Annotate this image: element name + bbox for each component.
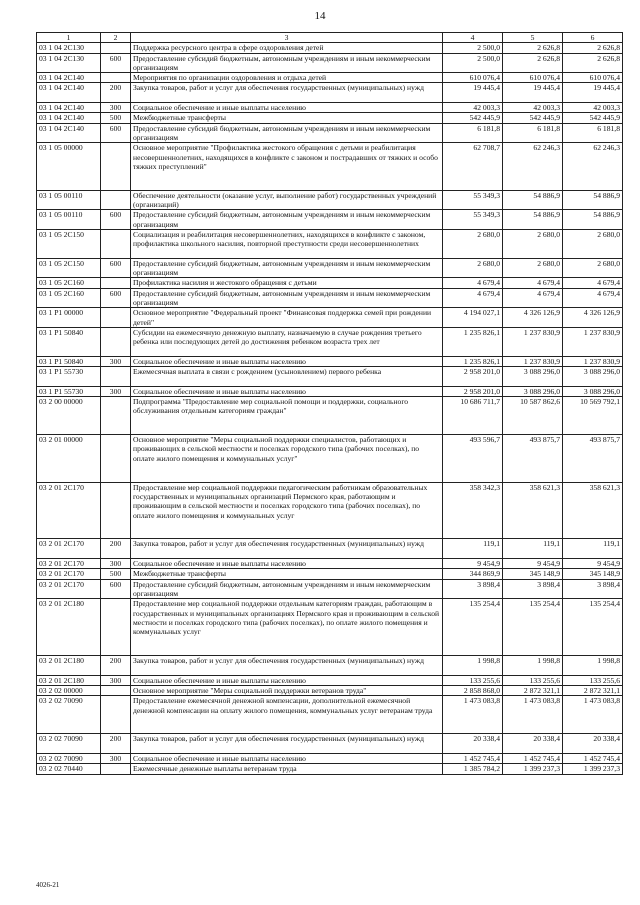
row-value-col5: 42 003,3 — [503, 103, 563, 113]
row-value-col5: 20 338,4 — [503, 734, 563, 754]
row-name: Межбюджетные трансферты — [131, 113, 443, 123]
row-code: 03 2 02 70440 — [37, 764, 101, 774]
row-value-col5: 3 088 296,0 — [503, 386, 563, 396]
row-expense-type: 300 — [101, 559, 131, 569]
row-value-col4: 1 385 784,2 — [443, 764, 503, 774]
table-header-row — [37, 33, 623, 43]
row-code: 03 2 02 70090 — [37, 754, 101, 764]
row-name: Закупка товаров, работ и услуг для обеспечения государственных (муниципальных) нужд — [131, 83, 443, 103]
row-value-col4: 62 708,7 — [443, 143, 503, 191]
table-row — [37, 288, 623, 308]
row-value-col6: 62 246,3 — [563, 143, 623, 191]
table-row — [37, 435, 623, 483]
row-value-col6: 135 254,4 — [563, 599, 623, 656]
row-expense-type: 600 — [101, 258, 131, 278]
row-value-col4: 55 349,3 — [443, 210, 503, 230]
row-expense-type — [101, 764, 131, 774]
row-name: Ежемесячная выплата в связи с рождением (усыновлением) первого ребенка — [131, 367, 443, 387]
row-code: 03 1 04 2С130 — [37, 53, 101, 73]
row-name: Предоставление субсидий бюджетным, автономным учреждениям и иным некоммерческим организациям — [131, 123, 443, 143]
row-value-col4: 4 679,4 — [443, 278, 503, 288]
row-code: 03 2 01 2С180 — [37, 599, 101, 656]
row-expense-type: 200 — [101, 656, 131, 676]
row-value-col4: 610 076,4 — [443, 73, 503, 83]
row-value-col6: 1 998,8 — [563, 656, 623, 676]
table-row — [37, 190, 623, 210]
row-code: 03 1 05 2С160 — [37, 278, 101, 288]
page-number: 14 — [314, 10, 326, 22]
table-row — [37, 696, 623, 734]
row-expense-type — [101, 367, 131, 387]
row-code: 03 2 01 2С170 — [37, 559, 101, 569]
row-value-col6: 1 237 830,9 — [563, 356, 623, 366]
column-header: 1 — [37, 33, 101, 43]
row-expense-type: 600 — [101, 123, 131, 143]
row-value-col4: 4 194 027,1 — [443, 308, 503, 328]
row-value-col6: 2 626,8 — [563, 53, 623, 73]
row-value-col5: 133 255,6 — [503, 675, 563, 685]
row-expense-type: 600 — [101, 53, 131, 73]
table-row — [37, 73, 623, 83]
row-value-col5: 358 621,3 — [503, 482, 563, 539]
table-row — [37, 675, 623, 685]
row-code: 03 1 05 00000 — [37, 143, 101, 191]
row-value-col6: 3 088 296,0 — [563, 367, 623, 387]
row-name: Социальное обеспечение и иные выплаты населению — [131, 559, 443, 569]
row-name: Основное мероприятие "Федеральный проект "Финансовая поддержка семей при рождении детей" — [131, 308, 443, 328]
row-value-col5: 345 148,9 — [503, 569, 563, 579]
row-value-col4: 3 898,4 — [443, 579, 503, 599]
row-name: Предоставление субсидий бюджетным, автономным учреждениям и иным некоммерческим организациям — [131, 258, 443, 278]
row-code: 03 1 Р1 50840 — [37, 356, 101, 366]
row-value-col5: 54 886,9 — [503, 190, 563, 210]
row-name: Поддержка ресурсного центра в сфере оздоровления детей — [131, 43, 443, 53]
column-header: 3 — [131, 33, 443, 43]
table-row — [37, 83, 623, 103]
column-header: 6 — [563, 33, 623, 43]
row-value-col5: 2 680,0 — [503, 258, 563, 278]
row-name: Социальное обеспечение и иные выплаты населению — [131, 675, 443, 685]
row-code: 03 1 05 00110 — [37, 190, 101, 210]
row-name: Мероприятия по организации оздоровления и отдыха детей — [131, 73, 443, 83]
table-row — [37, 123, 623, 143]
column-header: 4 — [443, 33, 503, 43]
row-code: 03 2 01 2С170 — [37, 569, 101, 579]
row-value-col4: 1 235 826,1 — [443, 327, 503, 356]
row-value-col4: 119,1 — [443, 539, 503, 559]
row-name: Закупка товаров, работ и услуг для обеспечения государственных (муниципальных) нужд — [131, 656, 443, 676]
column-header: 5 — [503, 33, 563, 43]
row-value-col6: 133 255,6 — [563, 675, 623, 685]
row-code: 03 1 Р1 55730 — [37, 367, 101, 387]
table-row — [37, 103, 623, 113]
row-name: Профилактика насилия и жестокого обращения с детьми — [131, 278, 443, 288]
row-value-col5: 1 473 083,8 — [503, 696, 563, 734]
row-value-col6: 1 237 830,9 — [563, 327, 623, 356]
row-value-col5: 4 679,4 — [503, 288, 563, 308]
row-value-col6: 54 886,9 — [563, 210, 623, 230]
row-value-col5: 493 875,7 — [503, 435, 563, 483]
footer-code: 4026-21 — [36, 881, 60, 889]
row-expense-type — [101, 229, 131, 258]
row-expense-type — [101, 599, 131, 656]
row-code: 03 1 05 2С150 — [37, 258, 101, 278]
row-value-col4: 2 680,0 — [443, 229, 503, 258]
table-row — [37, 559, 623, 569]
table-row — [37, 308, 623, 328]
table-row — [37, 386, 623, 396]
row-value-col4: 1 452 745,4 — [443, 754, 503, 764]
row-value-col6: 9 454,9 — [563, 559, 623, 569]
row-value-col5: 4 679,4 — [503, 278, 563, 288]
row-value-col5: 542 445,9 — [503, 113, 563, 123]
row-value-col5: 135 254,4 — [503, 599, 563, 656]
table-row — [37, 356, 623, 366]
row-value-col5: 3 898,4 — [503, 579, 563, 599]
row-expense-type: 200 — [101, 539, 131, 559]
row-value-col4: 4 679,4 — [443, 288, 503, 308]
row-value-col4: 2 500,0 — [443, 43, 503, 53]
row-code: 03 1 05 2С160 — [37, 288, 101, 308]
row-value-col5: 6 181,8 — [503, 123, 563, 143]
row-expense-type — [101, 327, 131, 356]
row-value-col6: 19 445,4 — [563, 83, 623, 103]
row-value-col5: 1 998,8 — [503, 656, 563, 676]
row-name: Субсидии на ежемесячную денежную выплату, назначаемую в случае рождения третьего ребенка или последующих детей до достижения ребенком возраста трех лет — [131, 327, 443, 356]
row-expense-type: 200 — [101, 83, 131, 103]
row-code: 03 1 Р1 00000 — [37, 308, 101, 328]
row-expense-type: 500 — [101, 569, 131, 579]
row-value-col5: 1 237 830,9 — [503, 356, 563, 366]
row-code: 03 2 00 00000 — [37, 397, 101, 435]
row-value-col6: 3 088 296,0 — [563, 386, 623, 396]
row-expense-type: 300 — [101, 103, 131, 113]
row-expense-type: 300 — [101, 675, 131, 685]
row-code: 03 2 01 00000 — [37, 435, 101, 483]
row-value-col5: 19 445,4 — [503, 83, 563, 103]
row-value-col5: 10 587 862,6 — [503, 397, 563, 435]
row-value-col5: 610 076,4 — [503, 73, 563, 83]
row-expense-type — [101, 43, 131, 53]
row-value-col4: 2 958 201,0 — [443, 367, 503, 387]
row-value-col5: 1 237 830,9 — [503, 327, 563, 356]
row-value-col6: 2 680,0 — [563, 229, 623, 258]
row-value-col6: 542 445,9 — [563, 113, 623, 123]
row-value-col4: 55 349,3 — [443, 190, 503, 210]
row-value-col5: 4 326 126,9 — [503, 308, 563, 328]
row-value-col6: 42 003,3 — [563, 103, 623, 113]
row-name: Основное мероприятие "Меры социальной поддержки ветеранов труда" — [131, 685, 443, 695]
row-expense-type: 200 — [101, 734, 131, 754]
row-expense-type — [101, 435, 131, 483]
table-row — [37, 685, 623, 695]
row-expense-type — [101, 685, 131, 695]
table-body — [37, 43, 623, 774]
row-name: Закупка товаров, работ и услуг для обеспечения государственных (муниципальных) нужд — [131, 734, 443, 754]
row-value-col5: 9 454,9 — [503, 559, 563, 569]
row-value-col6: 493 875,7 — [563, 435, 623, 483]
table-row — [37, 229, 623, 258]
row-value-col6: 345 148,9 — [563, 569, 623, 579]
row-value-col6: 10 569 792,1 — [563, 397, 623, 435]
row-value-col5: 119,1 — [503, 539, 563, 559]
row-code: 03 1 04 2С140 — [37, 113, 101, 123]
row-value-col4: 344 869,9 — [443, 569, 503, 579]
row-name: Ежемесячные денежные выплаты ветеранам труда — [131, 764, 443, 774]
table-row — [37, 210, 623, 230]
row-value-col5: 62 246,3 — [503, 143, 563, 191]
row-value-col4: 2 958 201,0 — [443, 386, 503, 396]
table-row — [37, 539, 623, 559]
table-row — [37, 764, 623, 774]
row-code: 03 1 04 2С140 — [37, 73, 101, 83]
row-code: 03 2 01 2С180 — [37, 675, 101, 685]
row-name: Предоставление субсидий бюджетным, автономным учреждениям и иным некоммерческим организациям — [131, 210, 443, 230]
row-name: Предоставление субсидий бюджетным, автономным учреждениям и иным некоммерческим организациям — [131, 53, 443, 73]
row-name: Предоставление мер социальной поддержки педагогическим работникам образовательных государственных и муниципальных организаций Пермского края, работающим и проживающим в сельской местности и поселках городского типа (рабочих поселках), по оплате жилого помещения и коммунальных услуг — [131, 482, 443, 539]
row-value-col6: 2 872 321,1 — [563, 685, 623, 695]
row-code: 03 1 Р1 55730 — [37, 386, 101, 396]
row-value-col6: 2 626,8 — [563, 43, 623, 53]
row-name: Подпрограмма "Предоставление мер социальной помощи и поддержки, социального обслуживания отдельным категориям граждан" — [131, 397, 443, 435]
row-code: 03 1 05 00110 — [37, 210, 101, 230]
row-value-col4: 2 680,0 — [443, 258, 503, 278]
row-code: 03 2 02 70090 — [37, 734, 101, 754]
row-code: 03 1 04 2С140 — [37, 123, 101, 143]
row-value-col4: 20 338,4 — [443, 734, 503, 754]
row-expense-type — [101, 278, 131, 288]
row-value-col4: 135 254,4 — [443, 599, 503, 656]
table-row — [37, 569, 623, 579]
row-value-col4: 1 235 826,1 — [443, 356, 503, 366]
row-value-col6: 6 181,8 — [563, 123, 623, 143]
row-value-col5: 1 399 237,3 — [503, 764, 563, 774]
row-value-col4: 9 454,9 — [443, 559, 503, 569]
row-name: Социальное обеспечение и иные выплаты населению — [131, 103, 443, 113]
table-row — [37, 579, 623, 599]
row-name: Предоставление субсидий бюджетным, автономным учреждениям и иным некоммерческим организациям — [131, 288, 443, 308]
row-value-col4: 133 255,6 — [443, 675, 503, 685]
table-row — [37, 656, 623, 676]
row-expense-type — [101, 482, 131, 539]
row-value-col6: 3 898,4 — [563, 579, 623, 599]
row-value-col5: 1 452 745,4 — [503, 754, 563, 764]
row-value-col4: 42 003,3 — [443, 103, 503, 113]
row-value-col6: 1 399 237,3 — [563, 764, 623, 774]
row-value-col4: 19 445,4 — [443, 83, 503, 103]
row-name: Обеспечение деятельности (оказание услуг, выполнение работ) государственных учреждений (организаций) — [131, 190, 443, 210]
table-row — [37, 599, 623, 656]
row-value-col6: 4 326 126,9 — [563, 308, 623, 328]
row-name: Основное мероприятие "Профилактика жестокого обращения с детьми и реабилитация несовершеннолетних, находящихся в конфликте с законом и пострадавших от тяжких и особо тяжких преступлений" — [131, 143, 443, 191]
table-row — [37, 258, 623, 278]
table-row — [37, 327, 623, 356]
row-value-col4: 6 181,8 — [443, 123, 503, 143]
row-value-col5: 2 626,8 — [503, 43, 563, 53]
row-value-col6: 20 338,4 — [563, 734, 623, 754]
table-row — [37, 754, 623, 764]
row-code: 03 2 02 00000 — [37, 685, 101, 695]
budget-table — [36, 32, 623, 775]
row-expense-type — [101, 308, 131, 328]
row-expense-type — [101, 73, 131, 83]
row-code: 03 1 04 2С140 — [37, 103, 101, 113]
row-expense-type: 600 — [101, 288, 131, 308]
row-value-col5: 54 886,9 — [503, 210, 563, 230]
table-row — [37, 367, 623, 387]
row-name: Социальное обеспечение и иные выплаты населению — [131, 386, 443, 396]
table-row — [37, 53, 623, 73]
row-expense-type: 300 — [101, 386, 131, 396]
table-row — [37, 143, 623, 191]
table-row — [37, 113, 623, 123]
row-value-col6: 4 679,4 — [563, 278, 623, 288]
row-expense-type — [101, 696, 131, 734]
row-name: Социализация и реабилитация несовершеннолетних, находящихся в конфликте с законом, профилактика школьного насилия, повторной преступности среди несовершеннолетних — [131, 229, 443, 258]
row-value-col4: 542 445,9 — [443, 113, 503, 123]
row-expense-type: 600 — [101, 210, 131, 230]
row-expense-type — [101, 143, 131, 191]
row-value-col4: 10 686 711,7 — [443, 397, 503, 435]
row-code: 03 2 02 70090 — [37, 696, 101, 734]
row-expense-type — [101, 190, 131, 210]
row-value-col6: 1 452 745,4 — [563, 754, 623, 764]
row-name: Основное мероприятие "Меры социальной поддержки специалистов, работающих и проживающих в сельской местности и поселках городского типа (рабочих поселках), по оплате жилого помещения и коммунальных услуг" — [131, 435, 443, 483]
row-value-col6: 358 621,3 — [563, 482, 623, 539]
table-row — [37, 278, 623, 288]
row-name: Закупка товаров, работ и услуг для обеспечения государственных (муниципальных) нужд — [131, 539, 443, 559]
row-expense-type: 300 — [101, 356, 131, 366]
row-value-col6: 610 076,4 — [563, 73, 623, 83]
row-value-col6: 2 680,0 — [563, 258, 623, 278]
row-code: 03 1 04 2С140 — [37, 83, 101, 103]
row-value-col6: 4 679,4 — [563, 288, 623, 308]
table-row — [37, 43, 623, 53]
row-expense-type — [101, 397, 131, 435]
row-value-col6: 119,1 — [563, 539, 623, 559]
row-code: 03 1 04 2С130 — [37, 43, 101, 53]
row-name: Предоставление ежемесячной денежной компенсации, дополнительной ежемесячной денежной компенсации на оплату жилого помещения, коммунальных услуг ветеранам труда — [131, 696, 443, 734]
row-value-col5: 2 626,8 — [503, 53, 563, 73]
table-row — [37, 734, 623, 754]
row-code: 03 2 01 2С170 — [37, 482, 101, 539]
row-name: Межбюджетные трансферты — [131, 569, 443, 579]
row-name: Социальное обеспечение и иные выплаты населению — [131, 754, 443, 764]
row-value-col4: 493 596,7 — [443, 435, 503, 483]
row-expense-type: 500 — [101, 113, 131, 123]
row-value-col4: 2 500,0 — [443, 53, 503, 73]
row-code: 03 2 01 2С170 — [37, 579, 101, 599]
row-expense-type: 600 — [101, 579, 131, 599]
row-value-col5: 2 872 321,1 — [503, 685, 563, 695]
row-code: 03 1 05 2С150 — [37, 229, 101, 258]
row-value-col4: 1 473 083,8 — [443, 696, 503, 734]
row-value-col4: 358 342,3 — [443, 482, 503, 539]
row-value-col6: 1 473 083,8 — [563, 696, 623, 734]
row-name: Социальное обеспечение и иные выплаты населению — [131, 356, 443, 366]
row-code: 03 2 01 2С170 — [37, 539, 101, 559]
column-header: 2 — [101, 33, 131, 43]
table-row — [37, 482, 623, 539]
row-code: 03 2 01 2С180 — [37, 656, 101, 676]
row-name: Предоставление субсидий бюджетным, автономным учреждениям и иным некоммерческим организациям — [131, 579, 443, 599]
row-name: Предоставление мер социальной поддержки отдельным категориям граждан, работающим в государственных и муниципальных организациях Пермского края и проживающим в сельской местности и поселках городского типа (рабочих поселках), по оплате жилого помещения и коммунальных услуг — [131, 599, 443, 656]
row-value-col5: 2 680,0 — [503, 229, 563, 258]
table-row — [37, 397, 623, 435]
row-value-col5: 3 088 296,0 — [503, 367, 563, 387]
row-code: 03 1 Р1 50840 — [37, 327, 101, 356]
row-value-col6: 54 886,9 — [563, 190, 623, 210]
row-value-col4: 1 998,8 — [443, 656, 503, 676]
row-expense-type: 300 — [101, 754, 131, 764]
row-value-col4: 2 858 868,0 — [443, 685, 503, 695]
